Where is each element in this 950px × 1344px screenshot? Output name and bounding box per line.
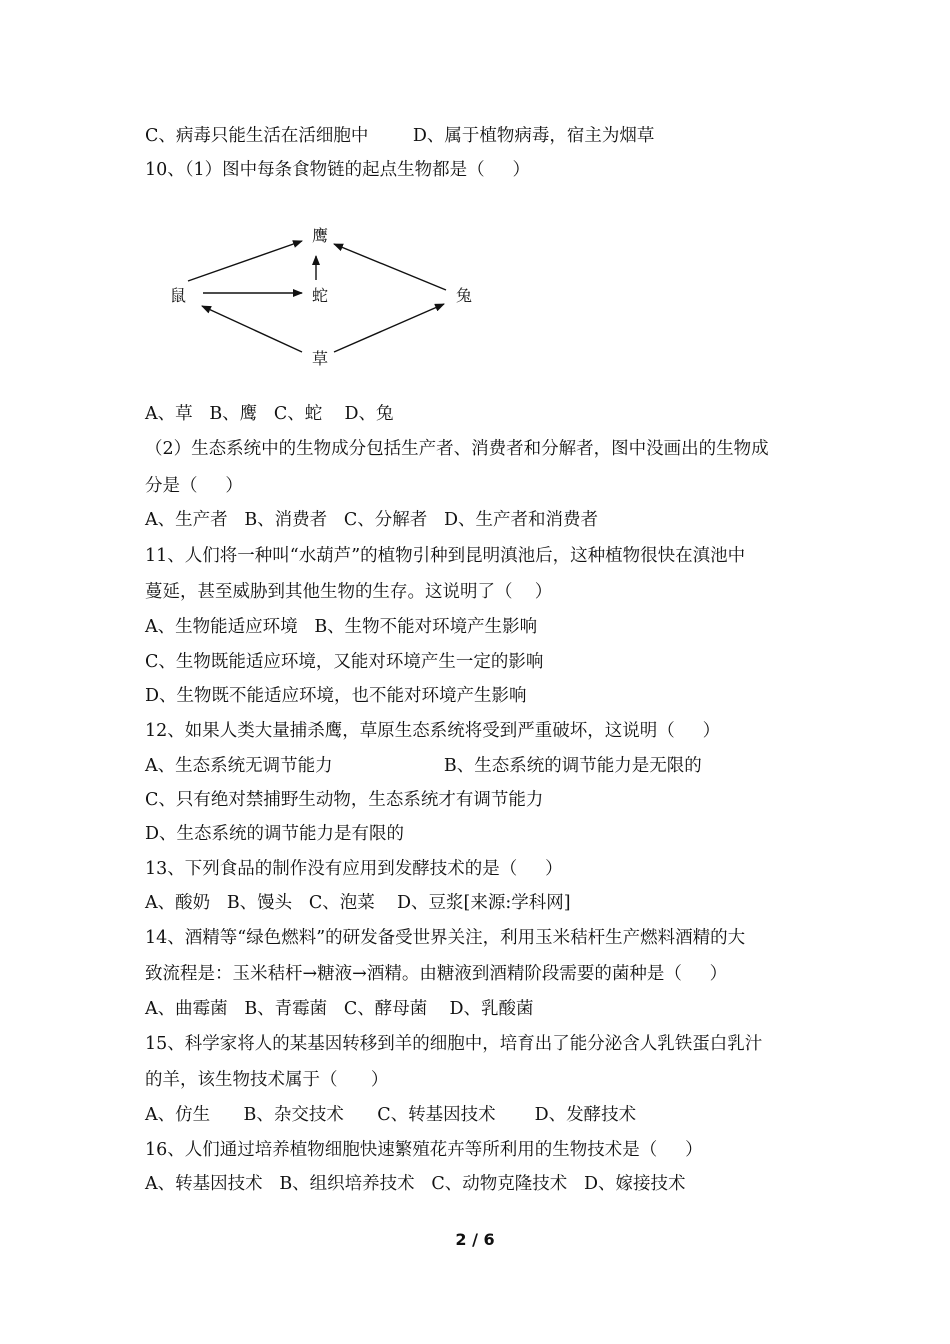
text-line: 12、如果人类大量捕杀鹰，草原生态系统将受到严重破坏，这说明（ ） <box>145 721 721 741</box>
text-line: A、生产者 B、消费者 C、分解者 D、生产者和消费者 <box>145 510 598 530</box>
arrow-grass-to-rabbit <box>334 304 444 352</box>
text-line: 16、人们通过培养植物细胞快速繁殖花卉等所利用的生物技术是（ ） <box>145 1140 703 1160</box>
node-grass: 草 <box>311 349 329 368</box>
text-line: D、生态系统的调节能力是有限的 <box>145 824 405 844</box>
text-line: C、病毒只能生活在活细胞中 D、属于植物病毒，宿主为烟草 <box>145 126 655 146</box>
node-snake: 蛇 <box>311 286 329 305</box>
page-number: 2 / 6 <box>455 1230 495 1249</box>
arrow-mouse-to-eagle <box>188 241 302 281</box>
text-line: D、生物既不能适应环境，也不能对环境产生影响 <box>145 686 527 706</box>
node-rabbit: 兔 <box>455 286 473 305</box>
text-line: （2）生态系统中的生物成分包括生产者、消费者和分解者，图中没画出的生物成 <box>145 439 769 459</box>
text-line: A、酸奶 B、馒头 C、泡菜 D、豆浆[来源:学科网] <box>145 893 571 913</box>
text-line: 15、科学家将人的某基因转移到羊的细胞中，培育出了能分泌含人乳铁蛋白乳汁 <box>145 1034 763 1054</box>
text-line: A、曲霉菌 B、青霉菌 C、酵母菌 D、乳酸菌 <box>145 999 534 1019</box>
text-line: A、草 B、鹰 C、蛇 D、兔 <box>145 404 394 424</box>
food-web-diagram <box>0 0 950 400</box>
text-line: 11、人们将一种叫“水葫芦”的植物引种到昆明滇池后，这种植物很快在滇池中 <box>145 546 746 566</box>
text-line: A、生态系统无调节能力 B、生态系统的调节能力是无限的 <box>145 756 702 776</box>
text-line: C、只有绝对禁捕野生动物，生态系统才有调节能力 <box>145 790 544 810</box>
text-line: 的羊，该生物技术属于（ ） <box>145 1070 389 1090</box>
text-line: C、生物既能适应环境，又能对环境产生一定的影响 <box>145 652 544 672</box>
arrow-grass-to-mouse <box>202 306 302 352</box>
arrow-rabbit-to-eagle <box>334 244 446 290</box>
text-line: 致流程是：玉米秸杆→糖液→酒精。由糖液到酒精阶段需要的菌种是（ ） <box>145 964 728 984</box>
text-line: 蔓延，甚至威胁到其他生物的生存。这说明了（ ） <box>145 582 553 602</box>
text-line: A、转基因技术 B、组织培养技术 C、动物克隆技术 D、嫁接技术 <box>145 1174 686 1194</box>
node-mouse: 鼠 <box>169 286 187 305</box>
text-line: 10、（1）图中每条食物链的起点生物都是（ ） <box>145 160 530 180</box>
text-line: A、生物能适应环境 B、生物不能对环境产生影响 <box>145 617 538 637</box>
text-line: A、仿生 B、杂交技术 C、转基因技术 D、发酵技术 <box>145 1105 637 1125</box>
text-line: 13、下列食品的制作没有应用到发酵技术的是（ ） <box>145 859 563 879</box>
text-line: 14、酒精等“绿色燃料”的研发备受世界关注，利用玉米秸杆生产燃料酒精的大 <box>145 928 746 948</box>
text-line: 分是（ ） <box>145 476 243 496</box>
node-eagle: 鹰 <box>311 226 329 245</box>
